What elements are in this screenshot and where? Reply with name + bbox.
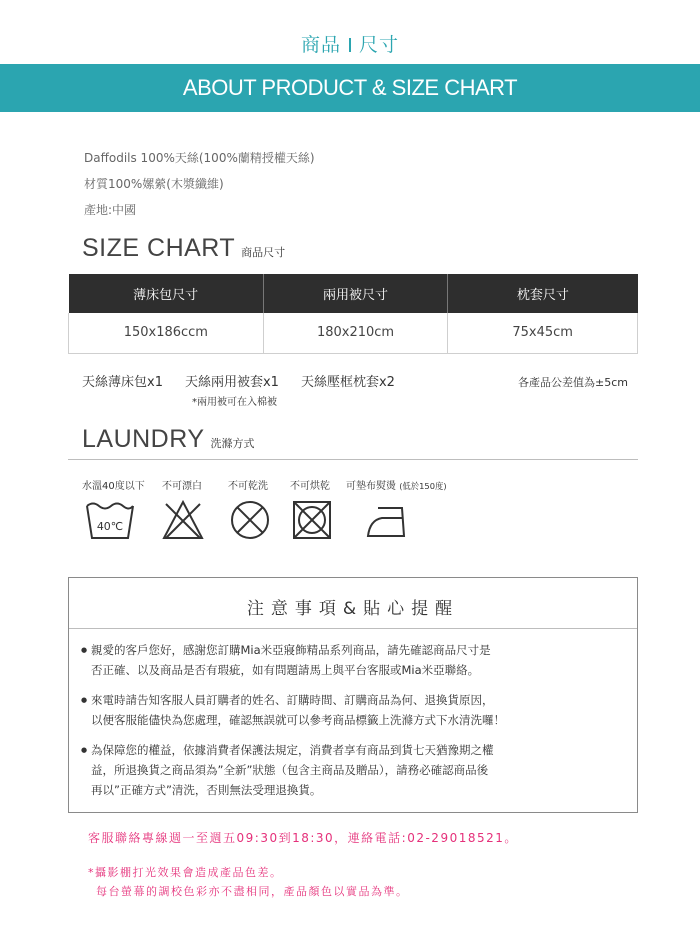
- content-item: 天絲薄床包x1: [82, 375, 163, 390]
- size-value-pillowcase: 75x45cm: [448, 313, 638, 353]
- package-contents: [82, 371, 417, 390]
- title-right: 尺寸: [359, 34, 400, 56]
- notice-divider: [69, 628, 637, 629]
- notice-box: [68, 577, 638, 813]
- size-table-header-row: [69, 274, 638, 313]
- size-chart-heading: [82, 234, 285, 263]
- size-table: [68, 274, 638, 354]
- notice-list: [83, 640, 623, 810]
- notice-line: 以便客服能儘快為您處理，確認無誤就可以參考商品標籤上洗滌方式下水清洗囉！: [91, 713, 505, 727]
- notice-line: 益，所退換貨之商品須為”全新”狀態（包含主商品及贈品），請務必確認商品後: [91, 763, 489, 777]
- content-item: 天絲壓框枕套x2: [300, 375, 395, 390]
- photo-note-2: 每台螢幕的調校色彩亦不盡相同，產品顏色以實品為準。: [96, 885, 409, 898]
- care-label-iron: [346, 477, 447, 492]
- product-info-brand: Daffodils 100%天絲(100%蘭精授權天絲): [84, 151, 315, 165]
- laundry-subtitle: 洗滌方式: [210, 437, 255, 450]
- laundry-title: LAUNDRY: [82, 425, 205, 453]
- care-label-wash: 水溫40度以下: [82, 481, 145, 492]
- size-value-duvet: 180x210cm: [263, 313, 448, 353]
- size-header-pillowcase: 枕套尺寸: [448, 274, 638, 313]
- product-info-material: 材質100%嫘縈(木漿纖維): [84, 177, 224, 191]
- notice-line: ● 親愛的客戶您好，感謝您訂購Mia米亞寢飾精品系列商品，請先確認商品尺寸是: [91, 643, 491, 657]
- product-info-origin: 產地:中國: [84, 203, 137, 217]
- wash-temp-text: 40℃: [96, 520, 124, 533]
- page-title: [0, 30, 700, 57]
- notice-line: ● 來電時請告知客服人員訂購者的姓名、訂購時間、訂購商品為何、退換貨原因，: [91, 693, 494, 707]
- size-chart-title: SIZE CHART: [82, 234, 236, 262]
- notice-title: 注意事項&貼心提醒: [246, 599, 460, 619]
- wash-40-icon: [84, 498, 136, 542]
- laundry-heading: [82, 425, 255, 454]
- size-table-row: [69, 313, 638, 353]
- size-header-fitted-sheet: 薄床包尺寸: [69, 274, 264, 313]
- content-item: 天絲兩用被套x1: [184, 375, 279, 390]
- banner: ABOUT PRODUCT & SIZE CHART: [0, 64, 700, 112]
- photo-note-1: *攝影棚打光效果會造成產品色差。: [88, 866, 283, 879]
- notice-line: 否正確、以及商品是否有瑕疵，如有問題請馬上與平台客服或Mia米亞聯絡。: [91, 663, 480, 677]
- notice-item: [83, 640, 623, 680]
- care-label-no-dry-clean: 不可乾洗: [228, 481, 268, 492]
- tolerance-note: 各產品公差值為±5cm: [518, 376, 628, 389]
- service-hours: 客服聯絡專線週一至週五09:30到18:30，連絡電話:02-29018521。: [88, 831, 518, 845]
- duvet-note: *兩用被可在入棉被: [192, 397, 277, 408]
- care-label-iron-text: 可墊布熨燙: [346, 481, 396, 492]
- notice-line: 再以”正確方式”清洗，否則無法受理退換貨。: [91, 783, 322, 797]
- size-header-duvet: 兩用被尺寸: [263, 274, 448, 313]
- care-label-iron-note: (低於150度): [399, 481, 447, 491]
- notice-item: [83, 690, 623, 730]
- size-chart-subtitle: 商品尺寸: [241, 246, 286, 259]
- laundry-divider: [68, 459, 638, 460]
- care-label-no-bleach: 不可漂白: [162, 481, 202, 492]
- no-tumble-dry-icon: [290, 498, 334, 542]
- iron-icon: [364, 498, 414, 542]
- no-dry-clean-icon: [228, 498, 272, 542]
- care-label-no-tumble-dry: 不可烘乾: [290, 481, 330, 492]
- size-value-fitted-sheet: 150x186ccm: [69, 313, 264, 353]
- title-left: 商品: [300, 34, 341, 56]
- notice-item: [83, 740, 623, 800]
- no-bleach-icon: [160, 498, 206, 542]
- notice-line: ● 為保障您的權益，依據消費者保護法規定，消費者享有商品到貨七天猶豫期之權: [91, 743, 494, 757]
- title-separator: [349, 38, 351, 52]
